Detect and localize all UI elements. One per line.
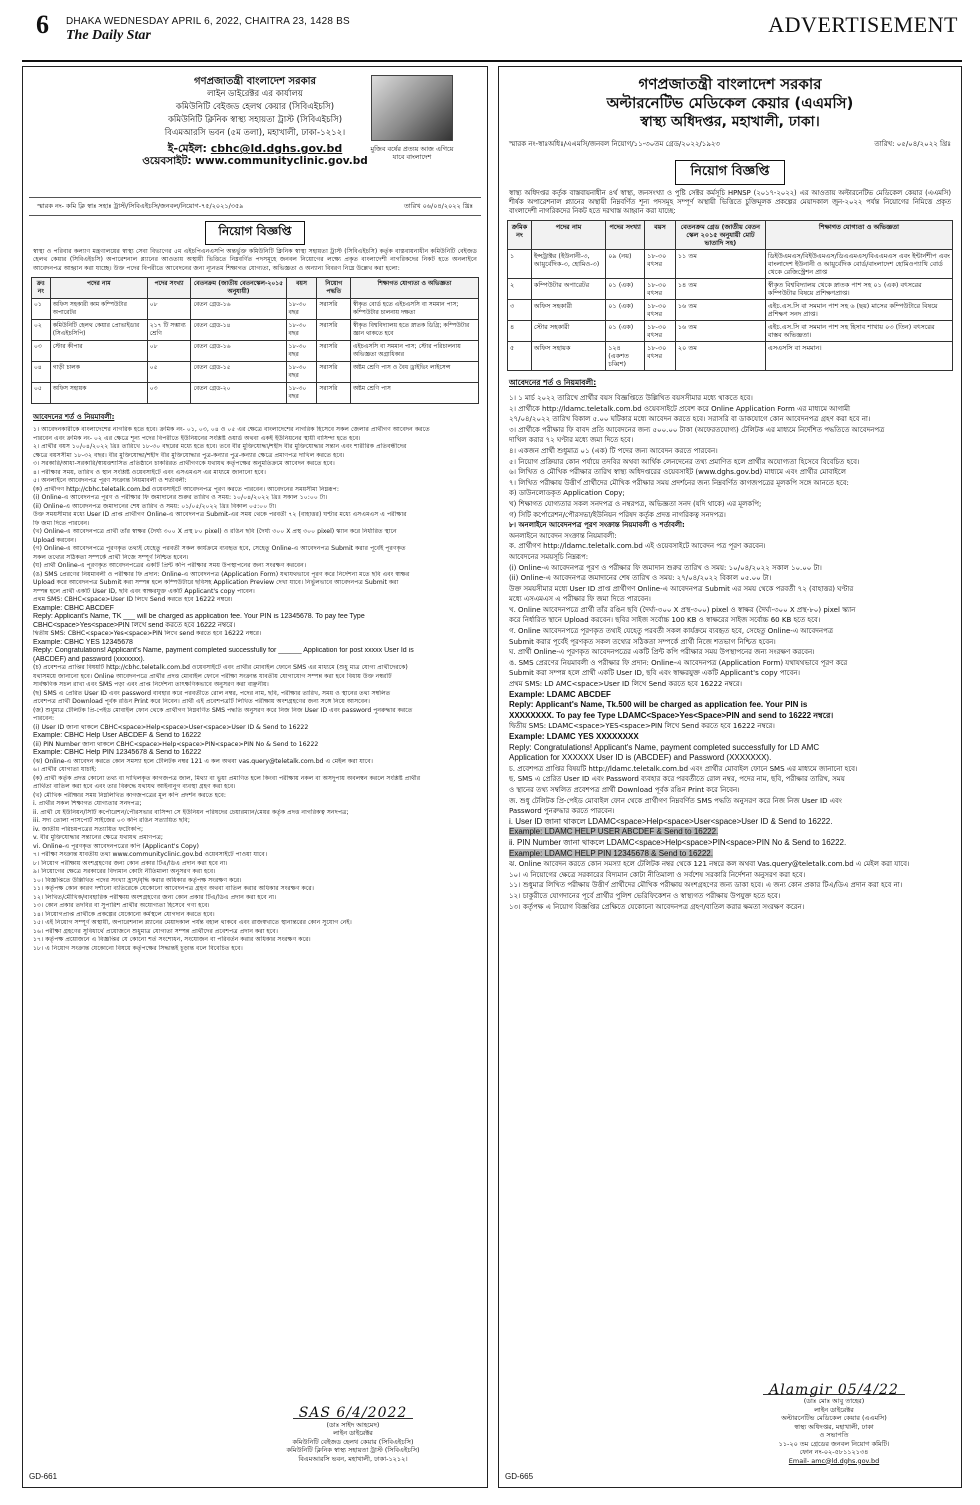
table-cell: এইচ.এস.সি বা সমমান পাশ সহ হিসাব শাখায় ০৩ (তিন) বৎসরের বাস্তব অভিজ্ঞতা। xyxy=(765,321,952,342)
condition-line: ১০। বিজ্ঞপ্তিতে উল্লিখিত পদের সংখ্যা হ্রাস/বৃদ্ধি করার অধিকার কর্তৃপক্ষ সংরক্ষণ করে। xyxy=(33,876,242,884)
condition-line: ২৭/০৪/২০২২ তারিখ বিকাল ৫.০০ ঘটিকার মধ্যে আবেদন করতে হবে। সরাসরি বা ডাকযোগে কোন আবেদনপত্র গ্রহণ করা হবে না। xyxy=(509,415,871,424)
condition-line: খ. Online আবেদনপত্রে প্রার্থী তাঁর রঙিন ছবি (দৈর্ঘ্য-৩০০ X প্রস্থ-৩০০) pixel ও স্বাক্ষর (দৈর্ঘ্য-৩০০ X প্রস্থ-৮০) pixel স্ক্যান xyxy=(509,605,856,614)
condition-line: Upload করবেন। xyxy=(33,536,77,544)
condition-line: Example: CBHC Help User ABCDEF & Send to 16222 xyxy=(33,732,202,740)
condition-line: (ABCDEF) and password (xxxxxxx). xyxy=(33,655,145,663)
table-cell: বেতন গ্রেড-১৬ xyxy=(191,299,286,320)
condition-line: ৪। একজন প্রার্থী শুধুমাত্র ০১ (এক) টি পদের জন্য আবেদন করতে পারবেন। xyxy=(509,446,718,455)
table-cell: বেতন গ্রেড-১৫ xyxy=(191,362,286,383)
condition-line: (ক) প্রার্থীগণ http://cbhc.teletalk.com.bd ওয়েবসাইটে আবেদনপত্র পূরণ করতে পারবেন। আবেদনের সময়সীমা নিম্নরূপ: xyxy=(33,485,339,493)
table-row xyxy=(32,320,479,341)
condition-line: (i) Online-এ আবেদনপত্র পূরণ ও পরীক্ষার ফি জমাদান শুরুর তারিখ ও সময়: ১০/০৪/২০২২ সকাল ১০.০০ টা। xyxy=(509,563,822,572)
table-cell: বেতন গ্রেড-১৬ xyxy=(191,341,286,362)
table-cell: ইন্সট্রাক্টর (ইউনানী-৩, আয়ুর্বেদিক-৩, হোমিও-৩) xyxy=(531,250,605,279)
condition-line: সকল তথ্যের সঠিকতা সম্পর্কে প্রার্থী নিজে সম্পূর্ণ নিশ্চিত হবেন। xyxy=(33,553,189,561)
condition-line: iv. জাতীয় পরিচয়পত্রের সত্যায়িত ফটোকপি; xyxy=(33,825,144,833)
condition-line: দাখিল করার ৭২ ঘণ্টার মধ্যে জমা দিতে হবে। xyxy=(509,436,634,445)
condition-line: ৭। লিখিত পরীক্ষায় উত্তীর্ণ প্রার্থীদের মৌখিক পরীক্ষার সময় প্রদর্শনের জন্য নিম্নবর্ণিত কাগজপত্রের মূলকপি সঙ্গে আনতে হবে: xyxy=(509,478,849,487)
table-header-cell: বয়স xyxy=(645,221,676,250)
condition-line: ঘ. প্রার্থী Online-এ পূরণকৃত আবেদনপত্রের একটি প্রিন্ট কপি পরীক্ষার সময় উপস্থাপনের জন্য সংরক্ষণ করবেন। xyxy=(509,648,815,657)
right-directorate: স্বাস্থ্য অধিদপ্তর, মহাখালী, ঢাকা। xyxy=(640,114,820,130)
condition-line: vi. Online-এ পূরণকৃত আবেদনপত্রের কপি (Applicant's Copy) xyxy=(33,842,199,850)
condition-line: প্রথম SMS: LD AMC<space>User ID লিখে Send করতে হবে 16222 নম্বরে। xyxy=(509,680,743,689)
condition-line xyxy=(509,849,951,860)
condition-line: দ্বিতীয় SMS: CBHC<space>Yes<space>PIN লিখে send করতে হবে 16222 নম্বরে। xyxy=(33,630,262,638)
table-cell: ৫ xyxy=(508,342,532,371)
right-signature-line: অল্টারনেটিভ মেডিকেল কেয়ার (এএমসি) xyxy=(781,1414,887,1422)
left-notice-title: নিয়োগ বিজ্ঞপ্তি xyxy=(205,221,305,245)
condition-line: (ছ) SMS এ প্রেরিত User ID এবং password ব্যবহার করে পরবর্তীতে রোল নম্বর, পদের নাম, ছবি, পরীক্ষার তারিখ, সময় ও স্থানের তথ্য সম্বলিত xyxy=(33,689,391,697)
table-row xyxy=(32,362,479,383)
right-notice-title: নিয়োগ বিজ্ঞপ্তি xyxy=(675,160,785,185)
condition-line: প্রথম SMS: CBHC<space>User ID লিখে Send করতে হবে 16222 নম্বরে। xyxy=(33,596,233,604)
condition-line: i. প্রার্থীর সকল শিক্ষাগত যোগ্যতার সনদপত্র; xyxy=(33,800,142,808)
table-cell: ০২ xyxy=(32,320,51,341)
right-conditions-body xyxy=(499,391,961,912)
table-cell: ১৮-৩০ বৎসর xyxy=(645,279,676,300)
right-signature-email[interactable]: Email- amc@ld.dghs.gov.bd xyxy=(788,1456,880,1465)
table-cell: ১৮-৩০ বৎসর xyxy=(645,300,676,321)
condition-line: (খ) মৌখিক পরীক্ষার সময় নিম্নলিখিত কাগজপত্রের মূল কপি প্রদর্শন করতে হবে: xyxy=(33,791,226,799)
table-cell: ০৮ xyxy=(147,341,191,362)
condition-line: করে নির্ধারিত স্থানে Upload করবেন। ছবির সাইজ সর্বোচ্চ 100 KB ও স্বাক্ষরের সাইজ সর্বোচ্চ 60 KB হতে হবে। xyxy=(509,616,821,625)
condition-line: (i) Online-এ আবেদনপত্র পূরণ ও পরীক্ষার ফি জমাদানের শুরুর তারিখ ও সময়: ১০/০৪/২০২২ খ্রিঃ সকাল ১০:০০ টা। xyxy=(33,494,328,502)
table-row xyxy=(508,300,953,321)
table-row xyxy=(508,342,953,371)
right-reference-row xyxy=(499,132,961,152)
right-signature-block xyxy=(709,1381,959,1466)
table-cell: অফিস সহকারী xyxy=(531,300,605,321)
left-email-address[interactable]: cbhc@ld.dghs.gov.bd xyxy=(210,142,343,155)
condition-line: ৫। নিয়োগ প্রক্রিয়ার কোন পর্যায়ে তদবির অথবা আর্থিক লেনদেনের তথ্য প্রমাণিত হলে প্রার্থীর অযোগ্যতা হিসেবে বিবেচিত হবে। xyxy=(509,457,860,466)
table-cell: সরাসরি xyxy=(317,299,351,320)
right-signature-line: ফোন নং-০২-৫৮১১২১৩৪ xyxy=(799,1448,869,1456)
condition-line: XXXXXXXX. To pay fee Type LDAMC<Space>Yes<Space>PIN and send to 16222 নম্বরে। xyxy=(509,710,834,720)
table-cell: ০১ (এক) xyxy=(606,300,645,321)
right-gov-title: গণপ্রজাতন্ত্রী বাংলাদেশ সরকার xyxy=(638,75,822,93)
left-header-line: বিএমআরসি ভবন (৫ম তলা), মহাখালী, ঢাকা-১২১২। xyxy=(164,128,346,138)
condition-line: Example: LDAMC YES XXXXXXXX xyxy=(509,732,639,741)
table-cell: ৩ xyxy=(508,300,532,321)
condition-line: সার্বক্ষণিক সচল রাখা এবং SMS পড়া এবং প্রাপ্ত নির্দেশনা তাৎক্ষণিকভাবে অনুসরণ করা বাঞ্ছনীয়। xyxy=(33,681,269,689)
right-ad-code: GD-665 xyxy=(505,1472,534,1481)
condition-line: Submit করার পূর্বেই পূরণকৃত সকল তথ্যের সঠিকতা সম্পর্কে প্রার্থী নিজে শতভাগ নিশ্চিত হবেন। xyxy=(509,637,776,646)
left-signature-scribble: SAS 6/4/2022 xyxy=(293,1409,414,1419)
condition-line: ১৩। কোন প্রকার তদবির বা সুপারিশ প্রার্থীর অযোগ্যতা হিসেবে গণ্য হবে। xyxy=(33,902,210,910)
condition-line: প্রার্থিতা বাতিল করা হবে এবং তার বিরুদ্ধে যথাযথ আইনানুগ ব্যবস্থা গ্রহণ করা হবে। xyxy=(33,783,236,791)
condition-line: ১৪। নিয়োগপ্রাপ্ত প্রার্থীকে প্রকল্পের যেকোনো কর্মস্থলে যোগদান করতে হবে। xyxy=(33,910,215,918)
condition-line: Reply: Congratulations! Applicant's Name, payment completed successfully for ______ Application for post xxxxx User Id is xyxy=(33,647,414,655)
left-conditions-body xyxy=(23,424,487,953)
table-cell: স্বীকৃত বিশ্ববিদ্যালয় থেকে স্নাতক পাশ সহ ০১ (এক) বৎসরের কম্পিউটার বিষয়ে প্রশিক্ষণপ্রাপ্ত। xyxy=(765,279,952,300)
condition-line: ১২। চাকুরীতে যোগদানের পূর্বে প্রার্থীর পুলিশ ভেরিফিকেশন ও স্বাস্থ্যগত পরীক্ষায় উপযুক্ত হতে হবে। xyxy=(509,891,781,900)
left-ref-no: স্মারক নং- কমি ক্লি স্বাঃ সহাঃ ট্রাস্ট/সিবিএইচসি/জনবল/নিয়োগ-৭৫/২০২১/৩৫৯ xyxy=(37,202,244,210)
left-header-line: লাইন ডাইরেক্টর এর কার্যালয় xyxy=(207,89,303,99)
table-cell: ১৮-৩০ বছর xyxy=(286,362,317,383)
table-cell: ০১ (এক) xyxy=(606,279,645,300)
condition-line: ৮। নিয়োগ পরীক্ষায় অংশগ্রহণের জন্য কোন প্রকার টিএ/ডিএ প্রদান করা হবে না। xyxy=(33,859,228,867)
condition-line: জ. শুধু টেলিটক প্রি-পেইড মোবাইল ফোন থেকে প্রার্থীগণ নিম্নবর্ণিত SMS পদ্ধতি অনুসরণ করে নিজ নিজ User ID এবং xyxy=(509,796,842,805)
table-cell: অফিস সহায়ক xyxy=(50,383,147,404)
condition-line: ২। প্রার্থীর বয়স ১০/০৪/২০২২ খ্রিঃ তারিখে ১৮-৩০ বছরের মধ্যে হতে হবে। তবে বীর মুক্তিযোদ্ধা/শহীদ বীর মুক্তিযোদ্ধার সন্তান এবং শারীরিক প্রতিবন্ধীদের xyxy=(33,443,407,451)
table-header-cell: শিক্ষাগত যোগ্যতা ও অভিজ্ঞতা xyxy=(765,221,952,250)
table-cell: এইচএসসি বা সমমান পাস; স্টোর পরিচালনায় অভিজ্ঞতা অগ্রাধিকার xyxy=(350,341,478,362)
table-cell: ১৮-৩০ বৎসর xyxy=(645,342,676,371)
table-cell: এইচ.এস.সি বা সমমান পাশ সহ ৬ (ছয়) মাসের কম্পিউটারে বিষয়ে প্রশিক্ষণ সনদ প্রাপ্ত। xyxy=(765,300,952,321)
table-cell: বেতন গ্রেড-২০ xyxy=(191,383,286,404)
right-agency: অল্টারনেটিভ মেডিকেল কেয়ার (এএমসি) xyxy=(606,94,854,112)
condition-line: ৩। সরকারি/আধা-সরকারি/স্বায়ত্তশাসিত প্রতিষ্ঠানে চাকরিরত প্রার্থীগণকে যথাযথ কর্তৃপক্ষের অনুমতিক্রমে আবেদন করতে হবে। xyxy=(33,460,335,468)
right-advertisement xyxy=(498,66,962,1488)
right-signature-line: লাইন ডাইরেক্টর xyxy=(814,1405,854,1414)
portrait-caption: মুজিব বর্ষের প্রত্যয় আজ এগিয়ে যাবে বাংলাদেশ xyxy=(370,145,454,161)
condition-line: দ্বিতীয় SMS: LDAMC<space>YES<space>PIN লিখে Send করতে হবে 16222 নম্বরে। xyxy=(509,722,775,731)
paper-name: The Daily Star xyxy=(66,28,151,43)
table-cell: ১৮-৩০ বৎসর xyxy=(645,250,676,279)
condition-line: Application for XXXXXX User ID is (ABCDEF) and Password (XXXXXXX). xyxy=(509,753,772,763)
table-row xyxy=(508,279,953,300)
section-title: ADVERTISEMENT xyxy=(768,12,958,37)
table-cell: ২১৭ টি সম্ভাব্য শ্রেণি xyxy=(147,320,191,341)
left-header-line: কমিউনিটি ক্লিনিক স্বাস্থ্য সহায়তা ট্রাস্ট (সিবিএইচসি) xyxy=(167,115,343,125)
mujib-year-portrait-image xyxy=(371,75,453,141)
condition-line: (ঝ) Online-এ আবেদন করতে কোন সমস্যা হলে টেলিটক নম্বর 121 এ কল অথবা vas.query@teletalk.com.bd এ মেইল করা যাবে। xyxy=(33,757,373,765)
condition-line: ৯। নিয়োগের ক্ষেত্রে সরকারের বিদ্যমান কোটা নীতিমালা অনুসরণ করা হবে। xyxy=(33,868,216,876)
left-header-line: কমিউনিটি বেইজড হেলথ কেয়ার (সিবিএইচসি) xyxy=(175,102,335,112)
condition-line: Reply: Applicant's Name, TK ___ will be charged as application fee. Your PIN is 12345678. To pay fee Type xyxy=(33,613,365,621)
table-header-cell: পদের নাম xyxy=(531,221,605,250)
table-row xyxy=(508,250,953,279)
right-ref-date: তারিখ: ০৫/০৪/২০২২ খ্রিঃ xyxy=(874,140,951,148)
condition-line: ii. প্রার্থী যে ইউনিয়ন/সিটি কর্পোরেশন/পৌরসভার বাসিন্দা সে ইউনিয়ন পরিষদের চেয়ারম্যান/মেয়র কর্তৃক প্রদত্ত নাগরিকত্ব সনদপত্র; xyxy=(33,808,349,816)
table-cell: কম্পিউটার অপারেটর xyxy=(531,279,605,300)
condition-line: (জ) শুধুমাত্র টেলিটক প্রি-পেইড মোবাইল ফোন থেকে প্রার্থীগণ নিম্নবর্ণিত SMS পদ্ধতি অনুসরণ করে নিজ নিজ User ID এবং password পুনরুদ্ধার করতে xyxy=(33,706,413,714)
left-signature-line: বিএমআরসি ভবন, মহাখালী, ঢাকা-১২১২। xyxy=(298,1454,408,1463)
table-header-cell: ক্রঃ নং xyxy=(32,278,51,299)
condition-line: খ) শিক্ষাগত যোগ্যতার সকল সনদপত্র ও নম্বরপত্র, অভিজ্ঞতা সনদ (যদি থাকে) এর মূলকপি; xyxy=(509,499,762,508)
condition-line: ১৭। কর্তৃপক্ষ প্রয়োজনে এ বিজ্ঞপ্তির যে কোনো শর্ত সংশোধন, সংযোজন বা পরিবর্তন করার অধিকার সংরক্ষণ করে। xyxy=(33,936,311,944)
condition-line: Reply: Applicant's Name, Tk.500 will be charged as application fee. Your PIN is xyxy=(509,700,808,710)
left-ad-header xyxy=(23,67,487,197)
table-cell: ১৮-৩০ বৎসর xyxy=(645,321,676,342)
right-ref-no: স্মারক নং-স্বাঃঅধিঃ/এএমসি/জনবল নিয়োগ/১১-৩০তম গ্রেড/২০২২/১৯২৩ xyxy=(509,140,720,148)
condition-line: ও স্থানের তথ্য সম্বলিত প্রবেশপত্র প্রার্থী Download পূর্বক রঙিন Print করে নিবেন। xyxy=(509,785,740,794)
condition-line: পারবেন: xyxy=(33,715,55,723)
condition-line: (ii) Online-এ আবেদনপত্র জমাদানের শেষ তারিখ ও সময়: ০১/০৫/২০২২ খ্রিঃ বিকাল ০৫:০০ টা। xyxy=(33,502,277,510)
table-row xyxy=(32,299,479,320)
right-signature-line: (ডাঃ মোঃ আবু তাহের) xyxy=(803,1397,865,1405)
table-header-cell: ক্রমিক নং xyxy=(508,221,532,250)
condition-line: (ক) প্রার্থী কর্তৃক প্রদত্ত কোনো তথ্য বা দাখিলকৃত কাগজপত্র জাল, মিথ্যা বা ভুয়া প্রমাণিত হলে কিংবা পরীক্ষায় নকল বা অসদুপায় অবলম্বন করলে সংশ্লিষ্ট প্রার্থীর xyxy=(33,774,421,782)
condition-line: iii. সদ্য তোলা পাসপোর্ট সাইজের ০৩ কপি রঙিন সত্যায়িত ছবি; xyxy=(33,817,190,825)
condition-line: Upload করে আবেদনপত্র Submit করা সম্পন্ন হলে কম্পিউটারে ছবিসহ Application Preview দেখা যাবে। নির্ভুলভাবে আবেদনপত্র Submit করা xyxy=(33,579,399,587)
right-conditions-title: আবেদনের শর্ত ও নিয়মাবলী: xyxy=(509,378,597,387)
condition-line: Reply: Congratulations! Applicant's Name, payment completed successfully for LD AMC xyxy=(509,742,820,752)
condition-line: সম্পন্ন হলে প্রার্থী একটি User ID, ছবি এবং স্বাক্ষরযুক্ত একটি Applicant's copy পাবেন। xyxy=(33,587,255,595)
left-email-label: ই-মেইল: xyxy=(167,142,207,155)
table-cell: ৪ xyxy=(508,321,532,342)
left-header-line: গণপ্রজাতন্ত্রী বাংলাদেশ সরকার xyxy=(194,76,316,87)
condition-line: ১৬। পরীক্ষা গ্রহণের সুবিধার্থে প্রয়োজনে শুধুমাত্র যোগ্যতা সম্পন্ন প্রার্থীদের প্রবেশপত্র প্রদান করা হবে। xyxy=(33,927,278,935)
condition-line: i. User ID জানা থাকলে LDAMC<space>Help<space>User<space>User ID & Send to 16222. xyxy=(509,816,833,826)
table-cell: ১১ তম xyxy=(675,250,765,279)
table-header-cell: বেতনক্রম (জাতীয় বেতনস্কেল-২০১৫ অনুযায়ী) xyxy=(191,278,286,299)
table-cell: ২০ তম xyxy=(675,342,765,371)
right-signature-line: ও সভাপতি xyxy=(819,1431,849,1439)
condition-line: Example: CBHC YES 12345678 xyxy=(33,638,133,646)
table-cell: অফিস সহায়ক xyxy=(531,342,605,371)
table-cell: অষ্টম শ্রেণি পাস xyxy=(350,383,478,404)
condition-line: (i) User ID জানা থাকলে CBHC<space>Help<space>User<space>User ID & Send to 16222 xyxy=(33,723,309,731)
table-cell: ০৫ xyxy=(32,383,51,404)
condition-line: উক্ত সময়সীমার মধ্যে User ID প্রাপ্ত প্রার্থীগণ Online-এ আবেদনপত্র Submit এর সময় থেকে পরবর্তী ৭২ (বাহাত্তর) ঘণ্টার xyxy=(509,584,854,593)
condition-line: অনলাইনে আবেদন সংক্রান্ত নিয়মাবলী: xyxy=(509,531,617,540)
condition-line: গ) সিটি কর্পোরেশন/পৌরসভা/ইউনিয়ন পরিষদ কর্তৃক প্রদত্ত নাগরিকত্ব সনদপত্র। xyxy=(509,510,726,519)
table-cell: ০৮ xyxy=(147,299,191,320)
condition-line: (ii) Online-এ আবেদনপত্র জমাদানের শেষ তারিখ ও সময়: ২৭/০৪/২০২২ বিকাল ০৫.০০ টা। xyxy=(509,574,772,583)
condition-line: ছ. SMS এ প্রেরিত User ID এবং Password ব্যবহার করে পরবর্তীতে রোল নম্বর, পদের নাম, ছবি, পরীক্ষার তারিখ, সময় xyxy=(509,775,845,784)
condition-line: (ঙ) SMS প্রেরণের নিয়মাবলী ও পরীক্ষার ফি প্রদান: Online-এ আবেদনপত্র (Application Form) যথাযথভাবে পূরণ করে নির্দেশনা মতে ছবি এবং স্বাক্ষর xyxy=(33,570,410,578)
condition-line: ii. PIN Number জানা থাকলে LDAMC<space>Help<space>PIN<space>PIN No & Send to 16222. xyxy=(509,837,847,847)
table-cell: ১৮-৩০ বছর xyxy=(286,299,317,320)
condition-line: (ii) PIN Number জানা থাকলে CBHC<space>Help<space>PIN<space>PIN No & Send to 16222 xyxy=(33,740,319,748)
table-cell: সরাসরি xyxy=(317,383,351,404)
condition-line: পারবেন এবং ক্রমিক নং- ০২ এর ক্ষেত্রে শূন্য পদের বিপরীতে ইউনিয়নের সংশ্লিষ্ট ওয়ার্ড অথবা একই ইউনিয়নের স্থায়ী বাসিন্দা হতে হবে। xyxy=(33,434,361,442)
left-intro: স্বাস্থ্য ও পরিবার কল্যাণ মন্ত্রণালয়ের স্বাস্থ্য সেবা বিভাগের ৫ম এইচপিএনএসপি অন্তর্ভুক্ত কমিউনিটি ক্লিনিক স্বাস্থ্য সহায়তা ট্রাস্ট (সিবিএইচসি) কর্তৃক বাস্তবায়নাধীন কমিউনিটি বেইজড হেলথ কেয়ার (সিবিএইচসি) অপারেশনাল প্ল্যানের আওতায় অস্থায়ী ভিত্তিতে নিম্নবর্ণিত পদসমূহে জনবল নিয়োগের লক্ষ্যে প্রকৃত বাংলাদেশী নাগরিকদের নিকট হতে অনলাইনে আবেদনপত্র আহ্বান করা যাচ্ছে। উক্ত পদের বিপরীতে আবেদনের জন্য ন্যূনতম শিক্ষাগত যোগ্যতা, অভিজ্ঞতা ও অন্যান্য বিবরণ নিম্নে উল্লেখ করা হলো: xyxy=(33,248,477,272)
condition-line: ১১। কর্তৃপক্ষ কোন কারণ দর্শানো ব্যতিরেকে যেকোনো আবেদনপত্র গ্রহণ অথবা বাতিল করার অধিকার সংরক্ষণ করে। xyxy=(33,885,314,893)
table-header-cell: নিয়োগ পদ্ধতি xyxy=(317,278,351,299)
condition-line: CBHC<space>Yes<space>PIN লিখে send করতে হবে 16222 নম্বরে। xyxy=(33,621,236,629)
table-cell: স্টোর কীপার xyxy=(50,341,147,362)
condition-line: ৩। প্রার্থীকে পরীক্ষার ফি বাবদ প্রতি আবেদনের জন্য ৫০০.০০ টাকা (অফেরতযোগ্য) টেলিটক এর মাধ্যমে নির্দেশিত পদ্ধতিতে আবেদনপত্র xyxy=(509,425,885,434)
table-cell: ১৮-৩০ বছর xyxy=(286,383,317,404)
condition-line: ঝ. Online আবেদন করতে কোন সমস্যা হলে টেলিটক নম্বর থেকে 121 নম্বরে কল অথবা Vas.query@teletalk.com.bd এ মেইল করা যাবে। xyxy=(509,860,910,869)
condition-line: ৮। অনলাইনে আবেদনপত্র পূরণ সংক্রান্ত নিয়মাবলী ও শর্তাবলী: xyxy=(509,521,685,530)
table-cell: এসএসসি বা সমমান। xyxy=(765,342,952,371)
condition-line: (গ) Online-এ আবেদনপত্রে পূরণকৃত তথ্যই যেহেতু পরবর্তী সকল কার্যক্রমে ব্যবহৃত হবে, সেহেতু Online-এ আবেদনপত্র Submit করার পূর্বেই পূরণকৃত xyxy=(33,545,406,553)
table-header-cell: পদের নাম xyxy=(50,278,147,299)
left-reference-row xyxy=(29,197,481,216)
left-signature-line: কমিউনিটি বেইজড হেলথ কেয়ার (সিবিএইচসি) xyxy=(292,1437,414,1446)
table-row xyxy=(32,341,479,362)
table-cell: ১৬ তম xyxy=(675,321,765,342)
table-cell: ১ xyxy=(508,250,532,279)
condition-line: Example: LDAMC ABCDEF xyxy=(509,689,611,699)
condition-line: Password পুনরুদ্ধার করতে পারবেন। xyxy=(509,807,615,816)
newspaper-masthead xyxy=(22,4,962,62)
condition-line: ৬। প্রার্থীর যোগ্যতা যাচাই: xyxy=(33,766,97,774)
table-cell: ১৬ তম xyxy=(675,300,765,321)
condition-line: ১৩। কর্তৃপক্ষ এ নিয়োগ বিজ্ঞপ্তির প্রেক্ষিতে যেকোনো আবেদনপত্র গ্রহণ/বাতিল করার ক্ষমতা সংরক্ষণ করেন। xyxy=(509,902,805,911)
condition-line: চ. প্রবেশপত্র প্রাপ্তির বিষয়টি http://ldamc.teletalk.com.bd এবং প্রার্থীর মোবাইল ফোনে SMS এর মাধ্যমে জানানো হবে। xyxy=(509,764,858,773)
right-intro: স্বাস্থ্য অধিদপ্তর কর্তৃক বাস্তবায়নাধীন ৪র্থ স্বাস্থ্য, জনসংখ্যা ও পুষ্টি সেক্টর কর্মসূচি HPNSP (২০১৭-২০২২) এর আওতায় অল্টারনেটিভ মেডিকেল কেয়ার (এএমসি) শীর্ষক অপারেশনাল প্ল্যানের অস্থায়ী নিম্নবর্ণিত শূন্য পদসমূহ সম্পূর্ণ অস্থায়ী ভিত্তিতে চুক্তিমূলক প্রকল্পের মেয়াদকাল জুন-২০২২ পর্যন্ত নিয়োগের নিমিত্তে প্রকৃত বাংলাদেশী নাগরিকদের নিকট হতে দরখাস্ত আহ্বান করা যাচ্ছে: xyxy=(509,189,951,215)
condition-line: ১। ১ মার্চ ২০২২ তারিখে প্রার্থীর বয়স বিজ্ঞপ্তিতে উল্লিখিত বয়সসীমার মধ্যে থাকতে হবে। xyxy=(509,394,753,402)
condition-line: ৬। লিখিত ও মৌখিক পরীক্ষার তারিখ স্বাস্থ্য অধিদপ্তরের ওয়েবসাইট (www.dghs.gov.bd) মাধ্যমে এবং প্রার্থীর মোবাইলে xyxy=(509,468,846,477)
table-cell: স্টোর সহকারী xyxy=(531,321,605,342)
right-signature-line: ১১-২০ তম গ্রেডের জনবল নিয়োগ কমিটি। xyxy=(778,1439,890,1448)
condition-line: (খ) Online-এ আবেদনপত্রে প্রার্থী তাঁর স্বাক্ষর (দৈর্ঘ্য ৩০০ X প্রস্থ ৮০ pixel) ও রঙিন ছবি (দৈর্ঘ্য ৩০০ X প্রস্থ ৩০০ pixel) স্ক্যান করে নির্ধারিত স্থানে xyxy=(33,528,397,536)
table-cell: ০৫ xyxy=(147,362,191,383)
table-cell: অষ্টম শ্রেণি পাস ও বৈধ ড্রাইভিং লাইসেন্স xyxy=(350,362,478,383)
table-row xyxy=(508,321,953,342)
table-cell: ১৮-৩০ বছর xyxy=(286,341,317,362)
table-cell: স্বীকৃত বোর্ড হতে এইচএসসি বা সমমান পাস; কম্পিউটার চালনায় দক্ষতা xyxy=(350,299,478,320)
condition-line: যথাসময়ে জানানো হবে। Online আবেদনপত্রে প্রার্থীর প্রদত্ত মোবাইল ফোনে পরীক্ষা সংক্রান্ত যাবতীয় যোগাযোগ সম্পন্ন করা হবে বিধায় উক্ত নম্বরটি xyxy=(33,672,392,680)
table-header-cell: পদের সংখ্যা xyxy=(606,221,645,250)
condition-line: উক্ত সময়সীমার মধ্যে User ID প্রাপ্ত প্রার্থীগণ Online-এ আবেদনপত্র Submit-এর সময় থেকে পরবর্তী ৭২ (বাহাত্তর) ঘণ্টার মধ্যে এসএমএস এ পরীক্ষার xyxy=(33,511,407,519)
condition-line: ৪। পরীক্ষার সময়, তারিখ ও স্থান সংশ্লিষ্ট ওয়েবসাইটে এবং এসএমএস এর মাধ্যমে জানানো হবে। xyxy=(33,468,266,476)
page-number: 6 xyxy=(36,10,49,39)
condition-line: ক্ষেত্রে বয়সসীমা ১৮-৩২ বছর। বীর মুক্তিযোদ্ধা/শহীদ বীর মুক্তিযোদ্ধার পুত্র-কন্যার পুত্র-কন্যার ক্ষেত্রে প্রমাণপত্র দাখিল করতে হবে। xyxy=(33,451,345,459)
condition-line: ফি জমা দিতে পারবেন। xyxy=(33,519,90,527)
condition-line: ক. প্রার্থীগণ http://ldamc.teletalk.com.bd এই ওয়েবসাইটে আবেদন পত্র পূরণ করবেন। xyxy=(509,542,766,551)
table-cell: ১২৪ (একশত চব্বিশ) xyxy=(606,342,645,371)
highlighted-example: Example: LDAMC HELP USER ABCDEF & Send to 16222. xyxy=(509,827,719,837)
condition-line: গ. Online আবেদনপত্রে পূরণকৃত তথ্যই যেহেতু পরবর্তী সকল কার্যক্রমে ব্যবহৃত হবে, সেহেতু Online-এ আবেদনপত্র xyxy=(509,627,833,636)
table-cell: সরাসরি xyxy=(317,320,351,341)
table-cell: সরাসরি xyxy=(317,341,351,362)
condition-line: ১২। লিখিত/মৌখিক/ব্যবহারিক পরীক্ষায় অংশগ্রহণের জন্য কোন প্রকার টিএ/ডিএ প্রদান করা হবে না। xyxy=(33,893,277,901)
left-advertisement xyxy=(22,66,488,1488)
table-cell: বেতন গ্রেড-১৪ xyxy=(191,320,286,341)
table-cell: ১৪ তম xyxy=(675,279,765,300)
dateline: DHAKA WEDNESDAY APRIL 6, 2022, CHAITRA 23, 1428 BS xyxy=(66,16,350,27)
table-row xyxy=(32,383,479,404)
condition-line: ২। প্রার্থীকে http://ldamc.teletalk.com.bd ওয়েবসাইটে প্রবেশ করে Online Application Form এর মাধ্যমে আগামী xyxy=(509,404,850,413)
table-cell: গাড়ী চালক xyxy=(50,362,147,383)
condition-line: Submit করা সম্পন্ন হলে প্রার্থী একটি User ID, ছবি এবং স্বাক্ষরযুক্ত একটি Applicant's copy পাবেন। xyxy=(509,669,801,678)
left-signature-line: (ডাঃ সাইদ আহমেদ) xyxy=(326,1420,380,1429)
condition-line: Example: CBHC ABCDEF xyxy=(33,604,114,612)
table-cell: ১৮-৩০ বছর xyxy=(286,320,317,341)
table-cell: কমিউনিটি হেলথ কেয়ার প্রোভাইডার (সিএইচসিপি) xyxy=(50,320,147,341)
condition-line: আবেদনের সময়সূচি নিম্নরূপ: xyxy=(509,552,589,561)
table-cell: ০১ xyxy=(32,299,51,320)
left-signature-line: লাইন ডাইরেক্টর xyxy=(333,1429,373,1437)
table-cell: অফিস সহকারী কাম কম্পিউটার অপারেটর xyxy=(50,299,147,320)
table-cell: ০৩ xyxy=(32,341,51,362)
table-cell: ০১ (এক) xyxy=(606,321,645,342)
left-ref-date: তারিখ ০৬/০৪/২০২২ খ্রিঃ xyxy=(404,202,473,210)
condition-line: ৫। অনলাইনে আবেদনপত্র পূরণ সংক্রান্ত নিয়মাবলী ও শর্তাবলী: xyxy=(33,477,187,485)
left-conditions-title: আবেদনের শর্ত ও নিয়মাবলী: xyxy=(33,413,115,422)
condition-line: ১৫। এই নিয়োগ সম্পূর্ণ অস্থায়ী, অপারেশনাল প্ল্যানের মেয়াদকাল পর্যন্ত বহাল থাকবে এবং রাজস্বখাতে স্থানান্তরের কোন সুযোগ নেই। xyxy=(33,919,352,927)
table-header-cell: পদের সংখ্যা xyxy=(147,278,191,299)
left-signature-line: কমিউনিটি ক্লিনিক স্বাস্থ্য সহায়তা ট্রাস্ট (সিবিএইচসি) xyxy=(286,1446,420,1454)
table-header-cell: শিক্ষাগত যোগ্যতা ও অভিজ্ঞতা xyxy=(350,278,478,299)
condition-line: প্রবেশপত্র প্রার্থী Download পূর্বক রঙিন Print করে নিবেন। প্রার্থী এই প্রবেশপত্রটি লিখিত পরীক্ষায় অংশগ্রহণের জন্য সঙ্গে নিয়ে আসবেন। xyxy=(33,698,370,706)
right-signature-scribble: Alamgir 05/4/22 xyxy=(763,1386,905,1396)
left-website-url[interactable]: www.communityclinic.gov.bd xyxy=(195,155,368,167)
left-jobs-table xyxy=(31,277,479,404)
table-cell: ০৯ (নয়) xyxy=(606,250,645,279)
right-ad-header xyxy=(499,67,961,132)
condition-line: ১। আবেদনকারীকে বাংলাদেশের নাগরিক হতে হবে। ক্রমিক নং- ০১, ০৩, ০৪ ও ০৫ এর ক্ষেত্রে বাংলাদেশের নাগরিক হিসেবে সকল জেলার প্রার্থীগণ আবেদন করতে xyxy=(33,426,430,434)
left-website-label: ওয়েবসাইট: xyxy=(142,155,192,167)
table-cell: ০৩ xyxy=(147,383,191,404)
table-header-cell: বয়স xyxy=(286,278,317,299)
condition-line: v. বীর মুক্তিযোদ্ধার সন্তানের ক্ষেত্রে যথাযথ প্রমাণপত্র; xyxy=(33,834,164,842)
table-cell: ২ xyxy=(508,279,532,300)
highlighted-example: Example: LDAMC HELP PIN 12345678 & Send to 16222. xyxy=(509,848,713,858)
condition-line: ১০। এ নিয়োগের ক্ষেত্রে সরকারের বিদ্যমান কোটা নীতিমালা ও সর্বশেষ সরকারি নির্দেশনা অনুসরণ করা হবে। xyxy=(509,870,806,879)
table-cell: ডিইউএমএস/বিইউএমএস/ডিএএমএস/বিএএমএস এবং ইন্টার্নশীপ এবং বাংলাদেশ ইউনানী ও আয়ুর্বেদিক বোর্ড/বাংলাদেশ হোমিওপ্যাথি বোর্ড থেকে রেজিস্ট্রেশন প্রাপ্ত xyxy=(765,250,952,279)
left-signature-block xyxy=(223,1405,483,1463)
table-header-cell: বেতনক্রম গ্রেড (জাতীয় বেতন স্কেল ২০১৫ অনুযায়ী মোট ভাতাদি সহ) xyxy=(675,221,765,250)
condition-line xyxy=(509,827,951,838)
left-ad-code: GD-661 xyxy=(29,1472,58,1481)
condition-line: মধ্যে এসএমএস এ পরীক্ষার ফি জমা দিতে পারবেন। xyxy=(509,595,651,604)
right-signature-line: স্বাস্থ্য অধিদপ্তর, মহাখালী, ঢাকা xyxy=(794,1422,874,1431)
condition-line: ১৮। এ নিয়োগ সংক্রান্ত যেকোনো বিষয়ে কর্তৃপক্ষের সিদ্ধান্তই চূড়ান্ত বলে বিবেচিত হবে। xyxy=(33,944,243,952)
table-cell: সরাসরি xyxy=(317,362,351,383)
table-cell: ০৪ xyxy=(32,362,51,383)
condition-line: Example: CBHC Help PIN 12345678 & Send to 16222 xyxy=(33,749,202,757)
condition-line: ৭। পরীক্ষা সংক্রান্ত যাবতীয় তথ্য www.communityclinic.gov.bd ওয়েবসাইটে পাওয়া যাবে। xyxy=(33,851,268,859)
table-cell: স্বীকৃত বিশ্ববিদ্যালয় হতে স্নাতক ডিগ্রি; কম্পিউটার জ্ঞান থাকতে হবে xyxy=(350,320,478,341)
condition-line: ক) ডাউনলোডকৃত Application Copy; xyxy=(509,489,625,498)
condition-line: (ঘ) প্রার্থী Online-এ পূরণকৃত আবেদনপত্রের একটি প্রিন্ট কপি পরীক্ষার সময় উপস্থাপনের জন্য সংরক্ষণ করবেন। xyxy=(33,562,307,570)
right-jobs-table xyxy=(507,220,953,371)
condition-line: ঙ. SMS প্রেরণের নিয়মাবলী ও পরীক্ষার ফি প্রদান: Online-এ আবেদনপত্র (Application Form) যথাযথভাবে পূরণ করে xyxy=(509,658,848,667)
condition-line: (চ) প্রবেশপত্র প্রাপ্তির বিষয়টি http://cbhc.teletalk.com.bd ওয়েবসাইটে এবং প্রার্থীর মোবাইল ফোনে SMS এর মাধ্যমে (শুধু মাত্র যোগ্য প্রার্থীদেরকে) xyxy=(33,664,408,672)
condition-line: ১১। শুধুমাত্র লিখিত পরীক্ষায় উত্তীর্ণ প্রার্থীদের মৌখিক পরীক্ষায় অংশগ্রহণের জন্য ডাকা হবে। এ জন্য কোন প্রকার টিএ/ডিএ প্রদান করা হবে না। xyxy=(509,881,903,890)
